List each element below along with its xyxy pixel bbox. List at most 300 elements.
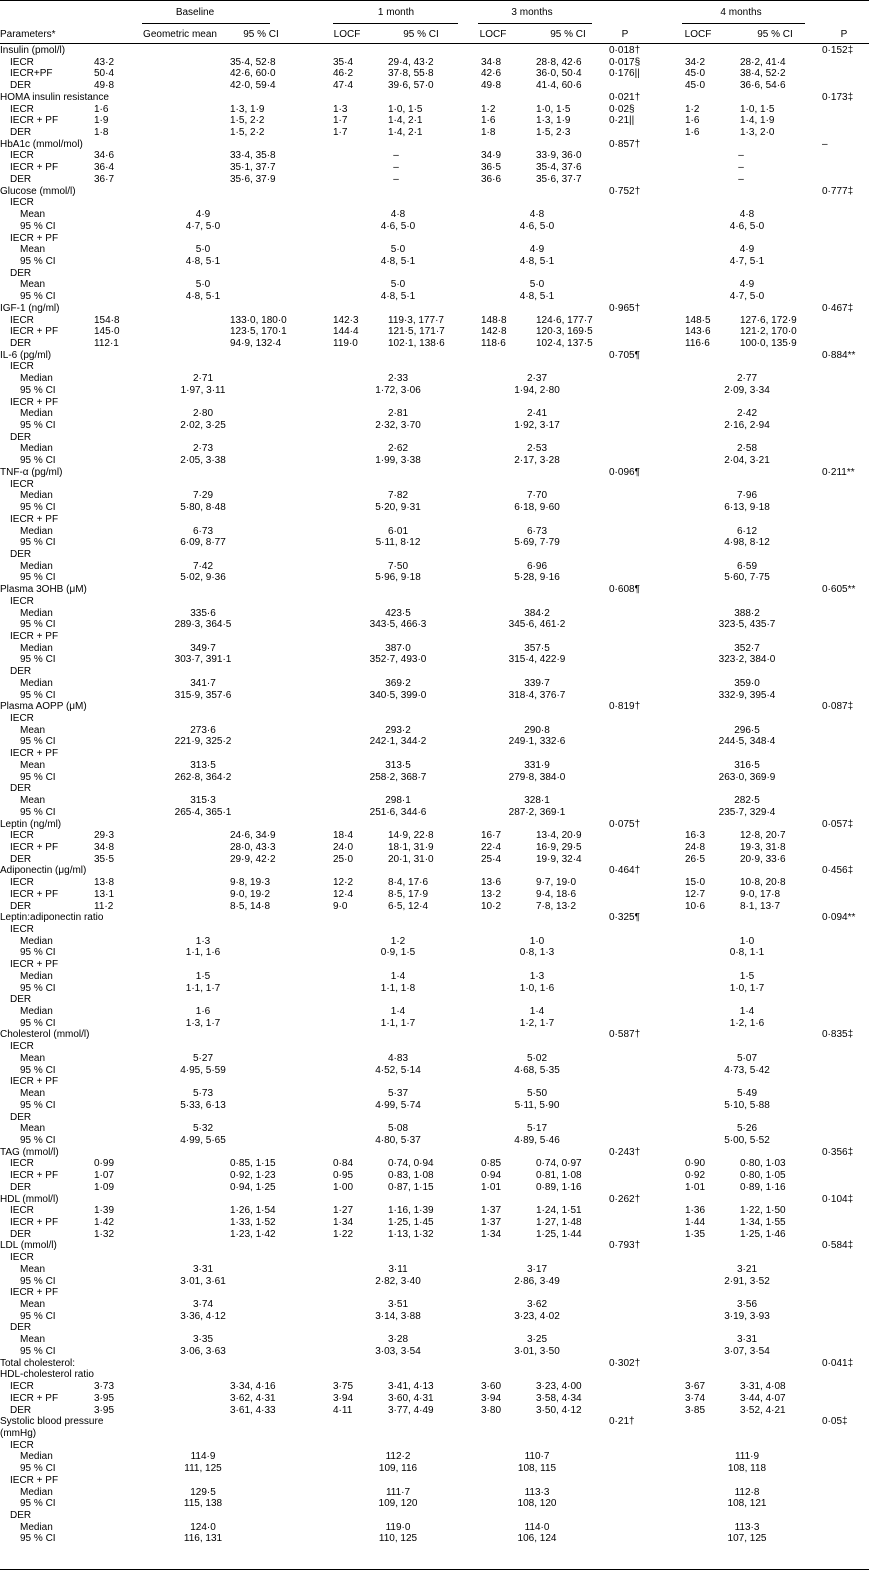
header-4-months: 4 months (720, 7, 762, 18)
p-value: 0·096¶ (609, 467, 640, 478)
group-label: DER (10, 901, 32, 912)
point-value: 34·6 (94, 150, 115, 161)
point-value: 16·7 (481, 830, 502, 841)
group-label: DER (10, 549, 32, 560)
group-label: DER (10, 854, 32, 865)
stat-value: 3·07, 3·54 (724, 1346, 770, 1357)
point-value: 1·01 (481, 1182, 502, 1193)
stat-label: 95 % CI (20, 256, 56, 267)
point-value: 3·94 (333, 1393, 354, 1404)
stat-label: Median (20, 490, 53, 501)
stat-value: 114·0 (524, 1522, 550, 1533)
ci-value: 1·25, 1·44 (536, 1229, 582, 1240)
header-4m-locf: LOCF (684, 29, 712, 40)
header-p1: P (621, 29, 629, 40)
stat-value: 6·09, 8·77 (180, 537, 226, 548)
p-value: 0·173‡ (822, 92, 854, 103)
point-value: 10·6 (685, 901, 706, 912)
point-value: 12·4 (333, 889, 354, 900)
group-label: IECR + PF (10, 115, 59, 126)
stat-label: Mean (20, 1264, 46, 1275)
stat-value: 3·14, 3·88 (375, 1311, 421, 1322)
stat-value: 2·58 (736, 443, 758, 454)
stat-value: 1·5 (195, 971, 211, 982)
parameter-label: Cholesterol (mmol/l) (0, 1029, 90, 1040)
stat-value: 2·37 (526, 373, 548, 384)
group-label: IECR (10, 315, 34, 326)
stat-value: 5·73 (192, 1088, 214, 1099)
p-value: 0·017§ (609, 57, 641, 68)
stat-value: 110·7 (524, 1451, 550, 1462)
stat-value: 3·01, 3·61 (180, 1276, 226, 1287)
ci-value: 1·0, 1·5 (536, 104, 571, 115)
stat-label: 95 % CI (20, 619, 56, 630)
group-label: IECR (10, 479, 34, 490)
point-value: 154·8 (94, 315, 120, 326)
not-measured-dash: – (738, 162, 744, 173)
stat-value: 262·8, 364·2 (174, 772, 232, 783)
ci-value: 8·1, 13·7 (740, 901, 781, 912)
group-label: DER (10, 1322, 32, 1333)
stat-value: 242·1, 344·2 (369, 736, 427, 747)
stat-value: 323·5, 435·7 (718, 619, 776, 630)
stat-label: 95 % CI (20, 1065, 56, 1076)
group-label: DER (10, 1405, 32, 1416)
point-value: 35·4 (333, 57, 354, 68)
stat-value: 6·18, 9·60 (514, 502, 560, 513)
stat-value: 7·50 (387, 561, 409, 572)
stat-value: 2·80 (192, 408, 214, 419)
p-value: 0·965† (609, 303, 641, 314)
table-bottom-rule (0, 1569, 869, 1570)
ci-value: 3·77, 4·49 (388, 1405, 434, 1416)
point-value: 0·84 (333, 1158, 354, 1169)
point-value: 3·60 (481, 1381, 502, 1392)
stat-value: 6·73 (526, 526, 548, 537)
point-value: 3·95 (94, 1393, 115, 1404)
point-value: 1·35 (685, 1229, 706, 1240)
ci-value: 9·8, 19·3 (230, 877, 271, 888)
point-value: 1·9 (94, 115, 109, 126)
point-value: 1·37 (481, 1217, 502, 1228)
point-value: 11·2 (94, 901, 114, 912)
stat-label: Median (20, 971, 53, 982)
point-value: 10·2 (481, 901, 502, 912)
ci-value: 18·1, 31·9 (388, 842, 434, 853)
header-3-months: 3 months (511, 7, 553, 18)
stat-value: 1·4 (390, 971, 406, 982)
stat-value: 7·70 (526, 490, 548, 501)
ci-value: 0·92, 1·23 (230, 1170, 276, 1181)
stat-value: 4·8, 5·1 (380, 291, 416, 302)
stat-label: Mean (20, 1123, 46, 1134)
stat-value: 7·42 (192, 561, 214, 572)
point-value: 1·27 (333, 1205, 354, 1216)
header-geomean: Geometric mean (143, 29, 217, 40)
point-value: 45·0 (685, 68, 706, 79)
group-label: DER (10, 80, 32, 91)
stat-value: 316·5 (734, 760, 760, 771)
stat-label: Median (20, 561, 53, 572)
ci-value: 1·4, 1·9 (740, 115, 775, 126)
stat-value: 3·25 (526, 1334, 548, 1345)
p-value: 0·835‡ (822, 1029, 854, 1040)
group-label: IECR (10, 877, 34, 888)
stat-value: 114·9 (190, 1451, 216, 1462)
point-value: 1·01 (685, 1182, 706, 1193)
stat-label: 95 % CI (20, 1498, 56, 1509)
stat-value: 258·2, 368·7 (369, 772, 427, 783)
point-value: 1·8 (481, 127, 496, 138)
ci-value: 0·94, 1·25 (230, 1182, 276, 1193)
stat-value: 323·2, 384·0 (718, 654, 776, 665)
group-label: IECR (10, 830, 34, 841)
stat-value: 6·96 (526, 561, 548, 572)
stat-value: 5·02 (526, 1053, 548, 1064)
stat-value: 249·1, 332·6 (508, 736, 566, 747)
stat-value: 5·28, 9·16 (514, 572, 560, 583)
point-value: 118·6 (481, 338, 506, 349)
p-value: 0·041‡ (822, 1358, 854, 1369)
ci-value: 20·9, 33·6 (740, 854, 786, 865)
stat-label: 95 % CI (20, 772, 56, 783)
point-value: 1·8 (94, 127, 109, 138)
stat-value: 388·2 (734, 608, 760, 619)
point-value: 34·9 (481, 150, 502, 161)
stat-value: 4·8, 5·1 (519, 256, 555, 267)
stat-value: 5·37 (387, 1088, 409, 1099)
group-label: IECR (10, 596, 34, 607)
header-3m-locf: LOCF (479, 29, 507, 40)
ci-value: 1·24, 1·51 (536, 1205, 582, 1216)
group-label: IECR (10, 1440, 34, 1451)
stat-label: 95 % CI (20, 455, 56, 466)
stat-label: Mean (20, 725, 46, 736)
group-label: IECR (10, 713, 34, 724)
stat-value: 3·31 (192, 1264, 214, 1275)
stat-value: 5·50 (526, 1088, 548, 1099)
stat-value: 2·62 (387, 443, 409, 454)
stat-value: 251·6, 344·6 (369, 807, 427, 818)
stat-value: 2·05, 3·38 (180, 455, 226, 466)
parameter-label: Leptin (ng/ml) (0, 819, 62, 830)
stat-value: 106, 124 (517, 1533, 557, 1544)
p-value: 0·21|| (609, 115, 635, 126)
p-value: 0·302† (609, 1358, 641, 1369)
stat-value: 1·2, 1·6 (729, 1018, 765, 1029)
point-value: 1·7 (333, 127, 348, 138)
point-value: 3·75 (333, 1381, 354, 1392)
stat-value: 3·35 (192, 1334, 214, 1345)
stat-label: Mean (20, 209, 46, 220)
ci-value: 42·0, 59·4 (230, 80, 276, 91)
point-value: 24·0 (333, 842, 354, 853)
stat-value: 318·4, 376·7 (508, 690, 566, 701)
point-value: 1·00 (333, 1182, 354, 1193)
stat-label: Median (20, 443, 53, 454)
stat-value: 4·7, 5·1 (729, 256, 765, 267)
ci-value: 0·74, 0·97 (536, 1158, 582, 1169)
ci-value: 1·0, 1·5 (388, 104, 423, 115)
ci-value: 3·23, 4·00 (536, 1381, 582, 1392)
parameter-label: (mmHg) (0, 1428, 37, 1439)
stat-label: Mean (20, 1053, 46, 1064)
ci-value: 3·41, 4·13 (388, 1381, 434, 1392)
ci-value: 1·23, 1·42 (230, 1229, 276, 1240)
point-value: 49·8 (481, 80, 502, 91)
point-value: 16·3 (685, 830, 706, 841)
ci-value: 20·1, 31·0 (388, 854, 434, 865)
ci-value: 0·80, 1·03 (740, 1158, 786, 1169)
stat-value: 5·26 (736, 1123, 758, 1134)
header-3m-ci: 95 % CI (550, 29, 586, 40)
stat-value: 113·3 (734, 1522, 760, 1533)
point-value: 36·6 (481, 174, 502, 185)
stat-value: 1·2, 1·7 (519, 1018, 555, 1029)
point-value: 29·3 (94, 830, 115, 841)
stat-value: 4·80, 5·37 (375, 1135, 421, 1146)
stat-label: 95 % CI (20, 1311, 56, 1322)
point-value: 34·2 (685, 57, 706, 68)
ci-value: 3·62, 4·31 (230, 1393, 276, 1404)
group-label: IECR + PF (10, 397, 59, 408)
p-value: 0·104‡ (822, 1194, 854, 1205)
stat-value: 3·03, 3·54 (375, 1346, 421, 1357)
stat-value: 349·7 (190, 643, 216, 654)
stat-value: 109, 120 (378, 1498, 418, 1509)
ci-value: 1·4, 2·1 (388, 127, 423, 138)
stat-value: 1·0 (529, 936, 545, 947)
ci-value: 1·25, 1·46 (740, 1229, 786, 1240)
point-value: 143·6 (685, 326, 711, 337)
ci-value: 35·1, 37·7 (230, 162, 276, 173)
stat-value: 5·08 (387, 1123, 409, 1134)
stat-value: 110, 125 (378, 1533, 418, 1544)
stat-label: Median (20, 1522, 53, 1533)
point-value: 1·3 (333, 104, 348, 115)
stat-value: 108, 115 (517, 1463, 557, 1474)
stat-value: 1·92, 3·17 (514, 420, 560, 431)
header-bottom-rule (0, 43, 869, 44)
ci-value: 3·60, 4·31 (388, 1393, 434, 1404)
point-value: 0·99 (94, 1158, 115, 1169)
ci-value: 8·5, 14·8 (230, 901, 271, 912)
p-value: 0·018† (609, 45, 641, 56)
ci-value: 29·4, 43·2 (388, 57, 434, 68)
stat-value: 1·4 (529, 1006, 545, 1017)
stat-value: 3·74 (192, 1299, 214, 1310)
ci-value: 33·4, 35·8 (230, 150, 276, 161)
group-label: DER (10, 1510, 32, 1521)
stat-label: Mean (20, 795, 46, 806)
group-label: IECR (10, 1158, 34, 1169)
stat-value: 289·3, 364·5 (174, 619, 232, 630)
p-value: 0·884** (822, 350, 856, 361)
stat-label: 95 % CI (20, 736, 56, 747)
stat-value: 111·9 (734, 1451, 760, 1462)
stat-value: 3·06, 3·63 (180, 1346, 226, 1357)
baseline-rule (142, 23, 270, 24)
point-value: 145·0 (94, 326, 120, 337)
ci-value: 3·50, 4·12 (536, 1405, 582, 1416)
p-value: 0·094** (822, 912, 856, 923)
point-value: 3·85 (685, 1405, 706, 1416)
stat-label: Median (20, 408, 53, 419)
stat-value: 3·01, 3·50 (514, 1346, 560, 1357)
stat-value: 3·62 (526, 1299, 548, 1310)
ci-value: 19·3, 31·8 (740, 842, 786, 853)
point-value: 18·4 (333, 830, 354, 841)
stat-value: 5·96, 9·18 (375, 572, 421, 583)
p-value: 0·243† (609, 1147, 641, 1158)
stat-value: 0·8, 1·3 (519, 947, 555, 958)
p-value: 0·752† (609, 186, 641, 197)
point-value: 9·0 (333, 901, 348, 912)
stat-value: 4·8, 5·1 (185, 291, 221, 302)
stat-value: 124·0 (190, 1522, 216, 1533)
stat-label: Mean (20, 1299, 46, 1310)
stat-value: 1·1, 1·8 (380, 983, 416, 994)
ci-value: 28·2, 41·4 (740, 57, 786, 68)
ci-value: 120·3, 169·5 (536, 326, 593, 337)
stat-value: 2·41 (526, 408, 548, 419)
p-value: 0·857† (609, 139, 641, 150)
group-label: DER (10, 268, 32, 279)
ci-value: 1·5, 2·2 (230, 127, 265, 138)
stat-value: 328·1 (524, 795, 550, 806)
stat-label: 95 % CI (20, 690, 56, 701)
group-label: IECR (10, 104, 34, 115)
not-measured-dash: – (738, 174, 744, 185)
stat-value: 1·2 (390, 936, 406, 947)
p-value: 0·075† (609, 819, 641, 830)
parameter-label: HDL-cholesterol ratio (0, 1369, 94, 1380)
group-label: IECR + PF (10, 1170, 59, 1181)
stat-value: 290·8 (524, 725, 550, 736)
stat-value: 5·02, 9·36 (180, 572, 226, 583)
parameter-label: IGF-1 (ng/ml) (0, 303, 60, 314)
p-value: 0·21† (609, 1416, 635, 1427)
stat-value: 4·8 (739, 209, 755, 220)
stat-value: 111·7 (385, 1487, 411, 1498)
stat-value: 113·3 (524, 1487, 550, 1498)
point-value: 36·4 (94, 162, 115, 173)
p-value: 0·587† (609, 1029, 641, 1040)
not-measured-dash: – (393, 174, 399, 185)
group-label: IECR + PF (10, 889, 59, 900)
stat-value: 331·9 (524, 760, 550, 771)
point-value: 0·85 (481, 1158, 502, 1169)
stat-label: Mean (20, 279, 46, 290)
ci-value: 28·8, 42·6 (536, 57, 582, 68)
stat-value: 3·28 (387, 1334, 409, 1345)
stat-value: 6·13, 9·18 (724, 502, 770, 513)
group-label: IECR + PF (10, 1076, 59, 1087)
point-value: 1·6 (94, 104, 109, 115)
point-value: 13·1 (94, 889, 115, 900)
stat-label: 95 % CI (20, 420, 56, 431)
point-value: 46·2 (333, 68, 354, 79)
stat-value: 2·77 (736, 373, 758, 384)
stat-value: 4·6, 5·0 (380, 221, 416, 232)
point-value: 1·34 (333, 1217, 354, 1228)
stat-value: 5·0 (529, 279, 545, 290)
stat-value: 279·8, 384·0 (508, 772, 566, 783)
stat-value: 7·82 (387, 490, 409, 501)
stat-value: 263·0, 369·9 (718, 772, 776, 783)
stat-value: 293·2 (385, 725, 411, 736)
stat-label: 95 % CI (20, 502, 56, 513)
group-label: IECR + PF (10, 842, 59, 853)
group-label: IECR + PF (10, 162, 59, 173)
stat-value: 0·8, 1·1 (729, 947, 765, 958)
p-value: 0·211** (822, 467, 855, 478)
stat-label: 95 % CI (20, 1276, 56, 1287)
stat-value: 5·20, 9·31 (375, 502, 421, 513)
p-value: 0·05‡ (822, 1416, 848, 1427)
ci-value: 35·6, 37·7 (536, 174, 582, 185)
stat-value: 315·4, 422·9 (508, 654, 566, 665)
point-value: 35·5 (94, 854, 115, 865)
stat-label: Median (20, 1487, 53, 1498)
stat-value: 5·0 (195, 244, 211, 255)
point-value: 12·2 (333, 877, 354, 888)
ci-value: 123·5, 170·1 (230, 326, 287, 337)
p-value: 0·02§ (609, 104, 635, 115)
stat-value: 1·0, 1·7 (729, 983, 765, 994)
stat-label: Median (20, 526, 53, 537)
stat-value: 129·5 (190, 1487, 216, 1498)
point-value: 42·6 (481, 68, 502, 79)
point-value: 34·8 (94, 842, 115, 853)
ci-value: 8·5, 17·9 (388, 889, 429, 900)
ci-value: 0·87, 1·15 (388, 1182, 434, 1193)
ci-value: 37·8, 55·8 (388, 68, 434, 79)
point-value: 3·95 (94, 1405, 115, 1416)
ci-value: 1·33, 1·52 (230, 1217, 276, 1228)
p-value: 0·584‡ (822, 1240, 854, 1251)
stat-label: 95 % CI (20, 1533, 56, 1544)
stat-label: 95 % CI (20, 983, 56, 994)
group-label: IECR + PF (10, 959, 59, 970)
parameter-label: Leptin:adiponectin ratio (0, 912, 104, 923)
ci-value: 9·0, 17·8 (740, 889, 781, 900)
stat-value: 2·81 (387, 408, 409, 419)
point-value: 13·8 (94, 877, 115, 888)
not-measured-dash: – (738, 150, 744, 161)
stat-label: 95 % CI (20, 1100, 56, 1111)
table-top-rule (0, 0, 869, 1)
ci-value: 121·5, 171·7 (388, 326, 445, 337)
group-label: DER (10, 1182, 32, 1193)
point-value: 3·94 (481, 1393, 502, 1404)
stat-label: Mean (20, 244, 46, 255)
group-label: IECR + PF (10, 1287, 59, 1298)
group-label: DER (10, 127, 32, 138)
stat-value: 343·5, 466·3 (369, 619, 427, 630)
ci-value: 127·6, 172·9 (740, 315, 797, 326)
stat-value: 4·99, 5·74 (375, 1100, 421, 1111)
stat-value: 109, 116 (378, 1463, 418, 1474)
stat-value: 313·5 (385, 760, 411, 771)
stat-label: 95 % CI (20, 654, 56, 665)
stat-value: 2·73 (192, 443, 214, 454)
stat-value: 4·8, 5·1 (519, 291, 555, 302)
stat-value: 6·73 (192, 526, 214, 537)
group-label: IECR + PF (10, 631, 59, 642)
p-value: 0·176|| (609, 68, 640, 79)
ci-value: 1·13, 1·32 (388, 1229, 434, 1240)
